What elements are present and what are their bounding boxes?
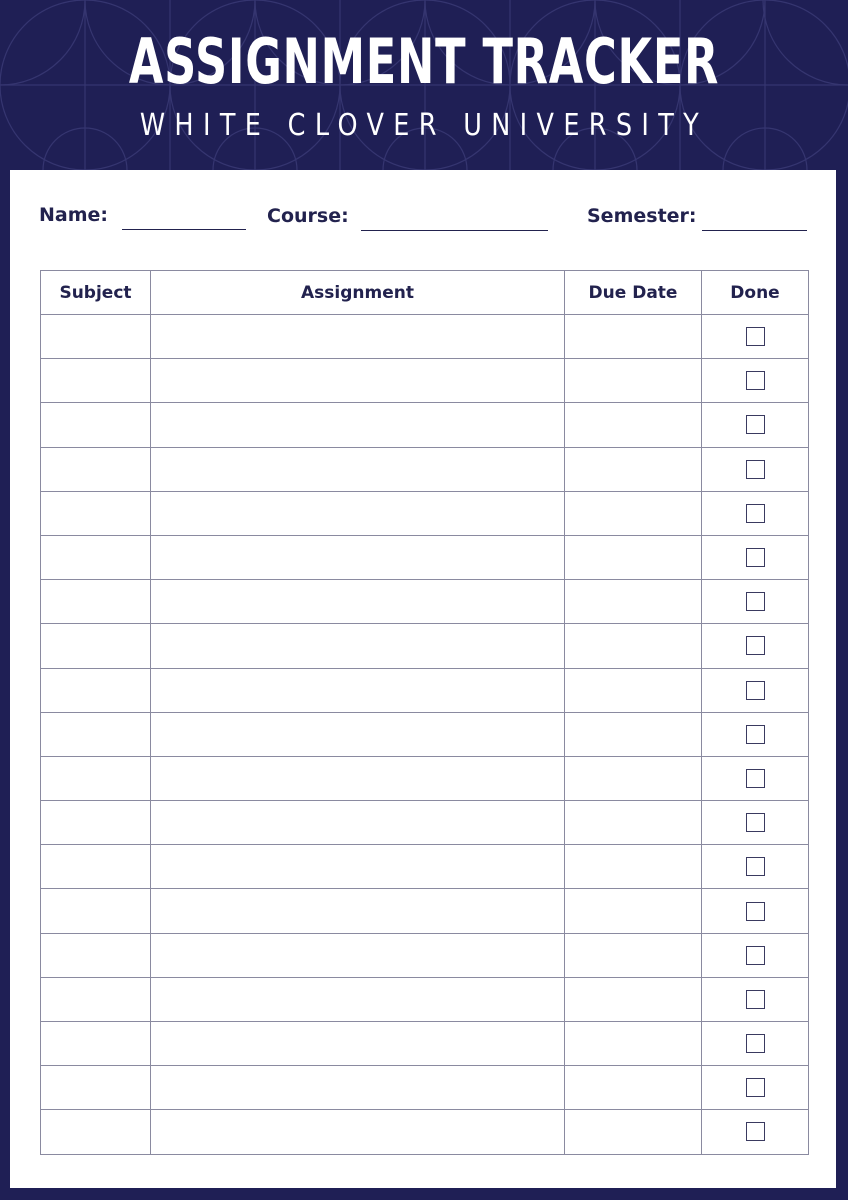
due-date-cell[interactable] — [565, 1066, 702, 1110]
table-row — [41, 403, 809, 447]
assignment-cell[interactable] — [151, 580, 565, 624]
assignment-cell[interactable] — [151, 447, 565, 491]
table-row — [41, 977, 809, 1021]
column-header-subject: Subject — [41, 271, 151, 315]
university-name: WHITE CLOVER UNIVERSITY — [139, 108, 709, 143]
table-row — [41, 845, 809, 889]
table-row — [41, 801, 809, 845]
assignment-cell[interactable] — [151, 535, 565, 579]
due-date-cell[interactable] — [565, 580, 702, 624]
done-checkbox-icon[interactable] — [746, 990, 765, 1009]
table-body — [41, 315, 809, 1155]
semester-field[interactable] — [702, 230, 807, 231]
table-header-row — [41, 271, 809, 315]
due-date-cell[interactable] — [565, 889, 702, 933]
done-checkbox-icon[interactable] — [746, 371, 765, 390]
due-date-cell[interactable] — [565, 447, 702, 491]
subject-cell[interactable] — [41, 491, 151, 535]
done-checkbox-icon[interactable] — [746, 902, 765, 921]
column-header-done: Done — [702, 271, 809, 315]
subject-cell[interactable] — [41, 1110, 151, 1154]
due-date-cell[interactable] — [565, 977, 702, 1021]
subject-cell[interactable] — [41, 977, 151, 1021]
table-row — [41, 712, 809, 756]
course-label: Course: — [267, 205, 349, 227]
assignment-cell[interactable] — [151, 712, 565, 756]
subject-cell[interactable] — [41, 845, 151, 889]
done-cell — [702, 315, 809, 359]
done-checkbox-icon[interactable] — [746, 415, 765, 434]
done-checkbox-icon[interactable] — [746, 592, 765, 611]
assignment-cell[interactable] — [151, 359, 565, 403]
done-checkbox-icon[interactable] — [746, 946, 765, 965]
done-cell — [702, 977, 809, 1021]
done-cell — [702, 712, 809, 756]
table-row — [41, 447, 809, 491]
assignment-cell[interactable] — [151, 933, 565, 977]
assignment-cell[interactable] — [151, 1022, 565, 1066]
table-row — [41, 359, 809, 403]
semester-label: Semester: — [587, 205, 697, 227]
subject-cell[interactable] — [41, 712, 151, 756]
done-checkbox-icon[interactable] — [746, 769, 765, 788]
done-cell — [702, 447, 809, 491]
assignment-cell[interactable] — [151, 845, 565, 889]
subject-cell[interactable] — [41, 933, 151, 977]
table-row — [41, 624, 809, 668]
subject-cell[interactable] — [41, 624, 151, 668]
done-cell — [702, 1022, 809, 1066]
name-field[interactable] — [122, 229, 246, 230]
due-date-cell[interactable] — [565, 712, 702, 756]
done-checkbox-icon[interactable] — [746, 1122, 765, 1141]
assignment-cell[interactable] — [151, 491, 565, 535]
table-row — [41, 668, 809, 712]
done-checkbox-icon[interactable] — [746, 1078, 765, 1097]
subject-cell[interactable] — [41, 889, 151, 933]
done-cell — [702, 668, 809, 712]
done-checkbox-icon[interactable] — [746, 460, 765, 479]
table-row — [41, 889, 809, 933]
table-row — [41, 933, 809, 977]
due-date-cell[interactable] — [565, 845, 702, 889]
subject-cell[interactable] — [41, 315, 151, 359]
subject-cell[interactable] — [41, 1066, 151, 1110]
table-row — [41, 1022, 809, 1066]
subject-cell[interactable] — [41, 756, 151, 800]
table-row — [41, 580, 809, 624]
tracker-sheet — [10, 170, 836, 1188]
done-checkbox-icon[interactable] — [746, 327, 765, 346]
assignment-cell[interactable] — [151, 315, 565, 359]
table-row — [41, 756, 809, 800]
due-date-cell[interactable] — [565, 491, 702, 535]
table-row — [41, 1066, 809, 1110]
table-row — [41, 315, 809, 359]
column-header-assignment: Assignment — [151, 271, 565, 315]
due-date-cell[interactable] — [565, 315, 702, 359]
done-cell — [702, 889, 809, 933]
done-cell — [702, 491, 809, 535]
due-date-cell[interactable] — [565, 668, 702, 712]
assignment-table — [40, 270, 809, 1155]
name-label: Name: — [39, 204, 109, 226]
done-cell — [702, 845, 809, 889]
done-cell — [702, 359, 809, 403]
subject-cell[interactable] — [41, 359, 151, 403]
page-title: ASSIGNMENT TRACKER — [128, 25, 720, 98]
done-cell — [702, 756, 809, 800]
done-cell — [702, 580, 809, 624]
subject-cell[interactable] — [41, 535, 151, 579]
due-date-cell[interactable] — [565, 756, 702, 800]
subject-cell[interactable] — [41, 1022, 151, 1066]
done-cell — [702, 624, 809, 668]
subject-cell[interactable] — [41, 580, 151, 624]
due-date-cell[interactable] — [565, 624, 702, 668]
column-header-due-date: Due Date — [565, 271, 702, 315]
done-cell — [702, 1110, 809, 1154]
assignment-cell[interactable] — [151, 801, 565, 845]
table-row — [41, 535, 809, 579]
done-cell — [702, 801, 809, 845]
due-date-cell[interactable] — [565, 1110, 702, 1154]
done-checkbox-icon[interactable] — [746, 548, 765, 567]
done-checkbox-icon[interactable] — [746, 813, 765, 832]
due-date-cell[interactable] — [565, 801, 702, 845]
done-checkbox-icon[interactable] — [746, 636, 765, 655]
assignment-cell[interactable] — [151, 1066, 565, 1110]
header-banner — [0, 0, 848, 170]
due-date-cell[interactable] — [565, 359, 702, 403]
assignment-cell[interactable] — [151, 403, 565, 447]
subject-cell[interactable] — [41, 668, 151, 712]
assignment-cell[interactable] — [151, 668, 565, 712]
assignment-cell[interactable] — [151, 1110, 565, 1154]
subject-cell[interactable] — [41, 447, 151, 491]
due-date-cell[interactable] — [565, 933, 702, 977]
table-row — [41, 1110, 809, 1154]
done-checkbox-icon[interactable] — [746, 504, 765, 523]
assignment-cell[interactable] — [151, 977, 565, 1021]
done-cell — [702, 403, 809, 447]
done-checkbox-icon[interactable] — [746, 725, 765, 744]
due-date-cell[interactable] — [565, 1022, 702, 1066]
done-checkbox-icon[interactable] — [746, 857, 765, 876]
due-date-cell[interactable] — [565, 535, 702, 579]
done-cell — [702, 933, 809, 977]
table-row — [41, 491, 809, 535]
done-cell — [702, 535, 809, 579]
assignment-cell[interactable] — [151, 624, 565, 668]
assignment-cell[interactable] — [151, 756, 565, 800]
due-date-cell[interactable] — [565, 403, 702, 447]
subject-cell[interactable] — [41, 403, 151, 447]
done-checkbox-icon[interactable] — [746, 681, 765, 700]
done-checkbox-icon[interactable] — [746, 1034, 765, 1053]
done-cell — [702, 1066, 809, 1110]
course-field[interactable] — [361, 230, 548, 231]
assignment-cell[interactable] — [151, 889, 565, 933]
subject-cell[interactable] — [41, 801, 151, 845]
